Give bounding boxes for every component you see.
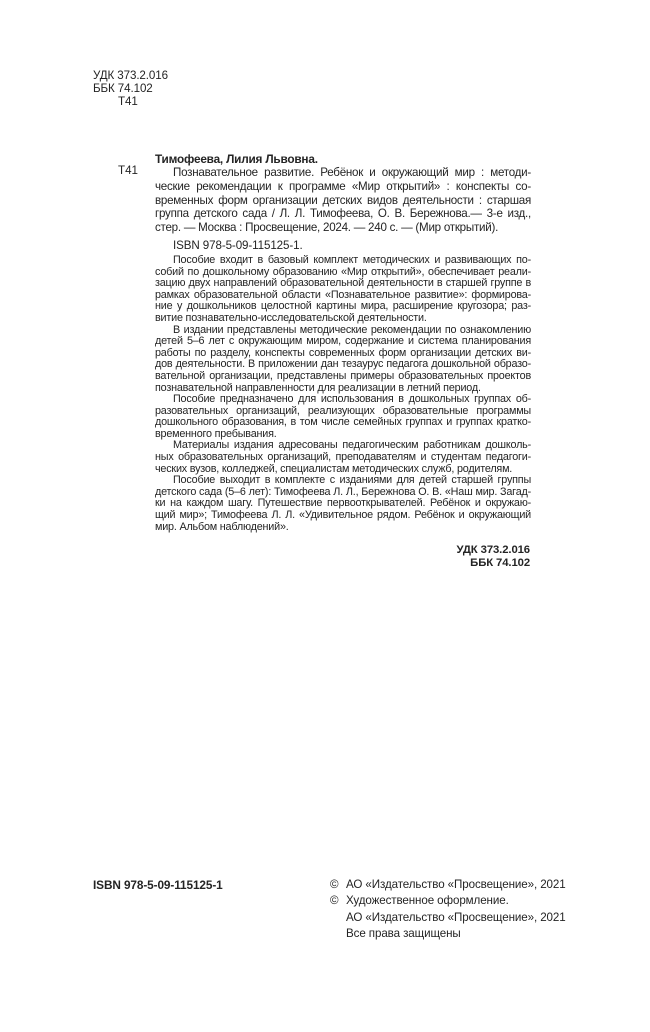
description-line: Познавательное развитие. Ребёнок и окружающий мир : методи- xyxy=(173,166,531,179)
annotation-line: ки на каждом шагу. Путешествие первооткрывателей. Ребёнок и окружаю- xyxy=(155,498,531,510)
copyright-line xyxy=(330,877,566,893)
udk-code-top: УДК 373.2.016 xyxy=(93,69,168,82)
annotation-line: разовательных организаций, реализующих образовательные программы xyxy=(155,405,531,417)
copyright-line xyxy=(330,893,566,909)
annotation-line: работы по разделу, конспекты современных форм организации детских ви- xyxy=(155,347,531,359)
annotation-line: ние у дошкольников целостной картины мира, расширение кругозора; раз- xyxy=(155,301,531,313)
top-classification-codes xyxy=(93,69,168,109)
annotation-text xyxy=(155,255,531,533)
bottom-classification-codes xyxy=(457,544,531,569)
copyright-block xyxy=(330,877,566,943)
annotation-line: собий по дошкольному образованию «Мир открытий», обеспечивает реали- xyxy=(155,266,531,278)
author-sign-top: Т41 xyxy=(118,95,138,109)
annotation-line: мир. Альбом наблюдений». xyxy=(155,521,289,533)
annotation-line: ных образовательных организаций, преподавателям и студентам педагоги- xyxy=(155,452,531,464)
annotation-line: Пособие выходит в комплекте с изданиями для детей старшей группы xyxy=(173,475,531,487)
annotation-line: Материалы издания адресованы педагогическим работникам дошколь- xyxy=(173,440,531,452)
copyright-text: АО «Издательство «Просвещение», 2021 xyxy=(346,878,566,891)
copyright-text: Художественное оформление. xyxy=(346,894,509,908)
udk-code-bottom: УДК 373.2.016 xyxy=(456,544,530,556)
footer-isbn: ISBN 978-5-09-115125-1 xyxy=(93,878,223,892)
annotation-line: детей 5–6 лет с окружающим миром, содержание и система планирования xyxy=(155,336,531,348)
copyright-line xyxy=(330,910,566,926)
author-heading: Тимофеева, Лилия Львовна. xyxy=(155,152,318,166)
copyright-text: АО «Издательство «Просвещение», 2021 xyxy=(346,910,566,924)
catalog-card xyxy=(155,152,531,533)
bbk-code-top: ББК 74.102 xyxy=(93,82,153,96)
annotation-line: вательной организации, представлены примеры образовательных проектов xyxy=(155,370,531,382)
annotation-line: ческих вузов, колледжей, специалистам методических служб, родителям. xyxy=(155,463,513,475)
catalog-card-author-sign: Т41 xyxy=(118,164,138,177)
copyright-text: Все права защищены xyxy=(346,927,461,941)
description-line: временных форм организации детских видов деятельности : старшая xyxy=(155,193,531,207)
description-line: ческие рекомендации к программе «Мир открытий» : конспекты со- xyxy=(155,179,531,193)
bibliographic-description xyxy=(155,166,531,235)
description-line: стер. — Москва : Просвещение, 2024. — 240 с. — (Мир открытий). xyxy=(155,221,499,235)
annotation-line: детского сада (5–6 лет): Тимофеева Л. Л., Бережнова О. В. «Наш мир. Загад- xyxy=(155,486,531,498)
description-line: группа детского сада / Л. Л. Тимофеева, О. В. Бережнова.— 3-е изд., xyxy=(155,207,531,221)
copyright-symbol: © xyxy=(330,894,339,908)
annotation-line: щий мир»; Тимофеева Л. Л. «Удивительное рядом. Ребёнок и окружающий xyxy=(155,510,531,522)
annotation-line: Пособие предназначено для использования в дошкольных группах об- xyxy=(173,394,531,406)
card-isbn-line: ISBN 978-5-09-115125-1. xyxy=(173,239,303,253)
bbk-code-bottom: ББК 74.102 xyxy=(470,556,530,569)
copyright-symbol: © xyxy=(330,878,339,891)
copyright-line xyxy=(330,926,566,942)
annotation-line: дов деятельности. В приложении дан тезаурус педагога дошкольной образо- xyxy=(155,359,531,371)
annotation-line: витие познавательно-исследовательской деятельности. xyxy=(155,312,427,324)
annotation-line: зацию двух направлений образовательной деятельности в старшей группе в xyxy=(155,278,531,290)
annotation-line: Пособие входит в базовый комплект методических и развивающих по- xyxy=(173,254,531,266)
copyright-symbol xyxy=(330,910,346,926)
annotation-line: временного пребывания. xyxy=(155,428,277,440)
annotation-line: дошкольного образования, в том числе семейных группах и группах кратко- xyxy=(155,417,531,429)
annotation-line: рамках образовательной области «Познавательное развитие»: формирова- xyxy=(155,289,531,301)
annotation-line: познавательной направленности для реализации в летний период. xyxy=(155,382,481,394)
annotation-line: В издании представлены методические рекомендации по ознакомлению xyxy=(173,324,531,336)
copyright-symbol xyxy=(330,926,346,942)
